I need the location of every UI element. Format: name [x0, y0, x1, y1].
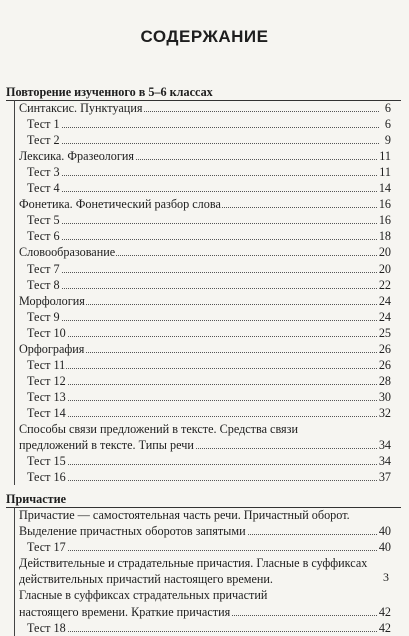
toc-entry-label: Тест 12 — [27, 373, 66, 388]
toc-leader-dots — [27, 453, 379, 465]
toc-entry-page: 42 — [378, 604, 391, 619]
toc-entry-label: Причастие — [6, 492, 67, 507]
toc-test-entry — [0, 620, 409, 636]
toc-topic-entry — [0, 571, 409, 587]
toc-entry-label: Тест 4 — [27, 181, 60, 196]
toc-entry-page: 24 — [378, 309, 391, 324]
toc-leader-dots — [27, 180, 379, 192]
toc-entry-label: Тест 6 — [27, 229, 60, 244]
toc-test-entry — [0, 277, 409, 293]
toc-entry-page: 22 — [378, 277, 391, 292]
toc-entry-page: 34 — [378, 438, 391, 453]
toc-entry-label: Фонетика. Фонетический разбор слова — [19, 197, 221, 212]
toc-topic-entry — [0, 437, 409, 453]
toc-entry-label: Способы связи предложений в тексте. Средства связи — [19, 421, 298, 436]
toc-section-heading — [0, 84, 409, 100]
toc-topic-entry — [0, 523, 409, 539]
toc-entry-label: настоящего времени. Краткие причастия — [19, 604, 231, 619]
toc-entry-label: действительных причастий настоящего времени. — [19, 572, 273, 587]
toc-entry-label: Повторение изученного в 5–6 классах — [6, 85, 213, 99]
toc-entry-label: Тест 15 — [27, 454, 66, 469]
toc-test-entry — [0, 539, 409, 555]
toc-test-entry — [0, 405, 409, 421]
toc-entry-page: 20 — [378, 245, 391, 260]
toc-test-entry — [0, 389, 409, 405]
toc-test-entry — [0, 309, 409, 325]
toc-leader-dots — [27, 357, 379, 369]
toc-topic-entry — [0, 341, 409, 357]
toc-entry-label: Тест 7 — [27, 261, 60, 276]
toc-entry-page: 40 — [378, 524, 391, 539]
toc-test-entry — [0, 164, 409, 180]
toc-test-entry — [0, 469, 409, 485]
toc-entry-page: 24 — [378, 293, 391, 308]
toc-leader-dots — [27, 164, 379, 176]
toc-entry-label: Тест 14 — [27, 405, 66, 420]
toc-entry-label: Лексика. Фразеология — [19, 149, 134, 164]
toc-leader-dots — [27, 620, 379, 632]
toc-entry-page: 30 — [378, 389, 391, 404]
toc-entry-page: 26 — [378, 341, 391, 356]
toc-entry-page: 42 — [378, 620, 391, 635]
toc-topic-entry — [0, 421, 409, 437]
toc-leader-dots — [27, 261, 379, 273]
toc-entry-page: 14 — [378, 181, 391, 196]
toc-test-entry — [0, 180, 409, 196]
toc-section-heading — [0, 491, 409, 507]
toc-entry-label: Действительные и страдательные причастия. Гласные в суффиксах — [19, 556, 368, 571]
toc-leader-dots — [27, 389, 379, 401]
toc-leader-dots — [27, 212, 379, 224]
toc-leader-dots — [27, 325, 379, 337]
section-bracket-line — [14, 100, 15, 485]
toc-entry-label: Морфология — [19, 293, 85, 308]
toc-topic-entry — [0, 507, 409, 523]
toc-test-entry — [0, 132, 409, 148]
toc-test-entry — [0, 116, 409, 132]
toc-topic-entry — [0, 244, 409, 260]
toc-test-entry — [0, 228, 409, 244]
page-number: 3 — [383, 570, 389, 584]
toc-topic-entry — [0, 100, 409, 116]
section-rule — [6, 507, 401, 508]
toc-entry-label: Гласные в суффиксах страдательных причастий — [19, 588, 268, 603]
toc-entry-page: 9 — [384, 133, 391, 148]
toc-entry-label: Причастие — самостоятельная часть речи. Причастный оборот. — [19, 508, 350, 523]
table-of-contents — [0, 84, 409, 636]
toc-entry-label: Тест 11 — [27, 357, 66, 372]
section-bracket-line — [14, 507, 15, 636]
toc-entry-page: 11 — [379, 149, 391, 164]
page-title: СОДЕРЖАНИЕ — [140, 27, 269, 46]
toc-leader-dots — [27, 228, 379, 240]
toc-test-entry — [0, 373, 409, 389]
toc-test-entry — [0, 261, 409, 277]
toc-entry-label: Тест 10 — [27, 325, 66, 340]
toc-entry-label: Тест 3 — [27, 165, 60, 180]
toc-entry-label: Словообразование — [19, 245, 116, 260]
toc-test-entry — [0, 212, 409, 228]
toc-entry-label: Выделение причастных оборотов запятыми — [19, 524, 246, 539]
toc-entry-page: 40 — [378, 540, 391, 555]
toc-entry-label: Тест 9 — [27, 309, 60, 324]
toc-leader-dots — [27, 539, 379, 551]
toc-leader-dots — [27, 309, 379, 321]
toc-entry-page: 18 — [378, 229, 391, 244]
toc-entry-page: 11 — [379, 165, 391, 180]
toc-entry-label: Тест 18 — [27, 620, 66, 635]
toc-entry-label: Синтаксис. Пунктуация — [19, 101, 143, 116]
toc-topic-entry — [0, 293, 409, 309]
toc-entry-page: 16 — [378, 197, 391, 212]
toc-entry-page: 25 — [378, 325, 391, 340]
toc-leader-dots — [27, 277, 379, 289]
toc-entry-page: 37 — [378, 470, 391, 485]
toc-leader-dots — [27, 469, 379, 481]
toc-topic-entry — [0, 604, 409, 620]
toc-entry-label: Тест 16 — [27, 470, 66, 485]
toc-entry-label: Тест 1 — [27, 117, 60, 132]
toc-entry-label: Тест 13 — [27, 389, 66, 404]
toc-entry-page: 6 — [384, 117, 391, 132]
toc-leader-dots — [27, 132, 379, 144]
toc-entry-label: Тест 17 — [27, 540, 66, 555]
toc-entry-page: 26 — [378, 357, 391, 372]
toc-entry-page: 32 — [378, 405, 391, 420]
toc-entry-label: Тест 2 — [27, 133, 60, 148]
toc-topic-entry — [0, 196, 409, 212]
toc-leader-dots — [27, 405, 379, 417]
section-rule — [6, 100, 401, 101]
toc-entry-page: 34 — [378, 454, 391, 469]
toc-entry-page: 6 — [384, 101, 391, 116]
toc-entry-page: 20 — [378, 261, 391, 276]
toc-entry-label: Тест 8 — [27, 277, 60, 292]
toc-topic-entry — [0, 555, 409, 571]
toc-entry-page: 28 — [378, 373, 391, 388]
toc-entry-label: Тест 5 — [27, 213, 60, 228]
toc-topic-entry — [0, 148, 409, 164]
toc-test-entry — [0, 453, 409, 469]
toc-leader-dots — [27, 373, 379, 385]
toc-test-entry — [0, 357, 409, 373]
toc-test-entry — [0, 325, 409, 341]
toc-leader-dots — [27, 116, 379, 128]
toc-entry-page: 16 — [378, 213, 391, 228]
toc-entry-label: Орфография — [19, 341, 85, 356]
toc-entry-label: предложений в тексте. Типы речи — [19, 438, 194, 453]
